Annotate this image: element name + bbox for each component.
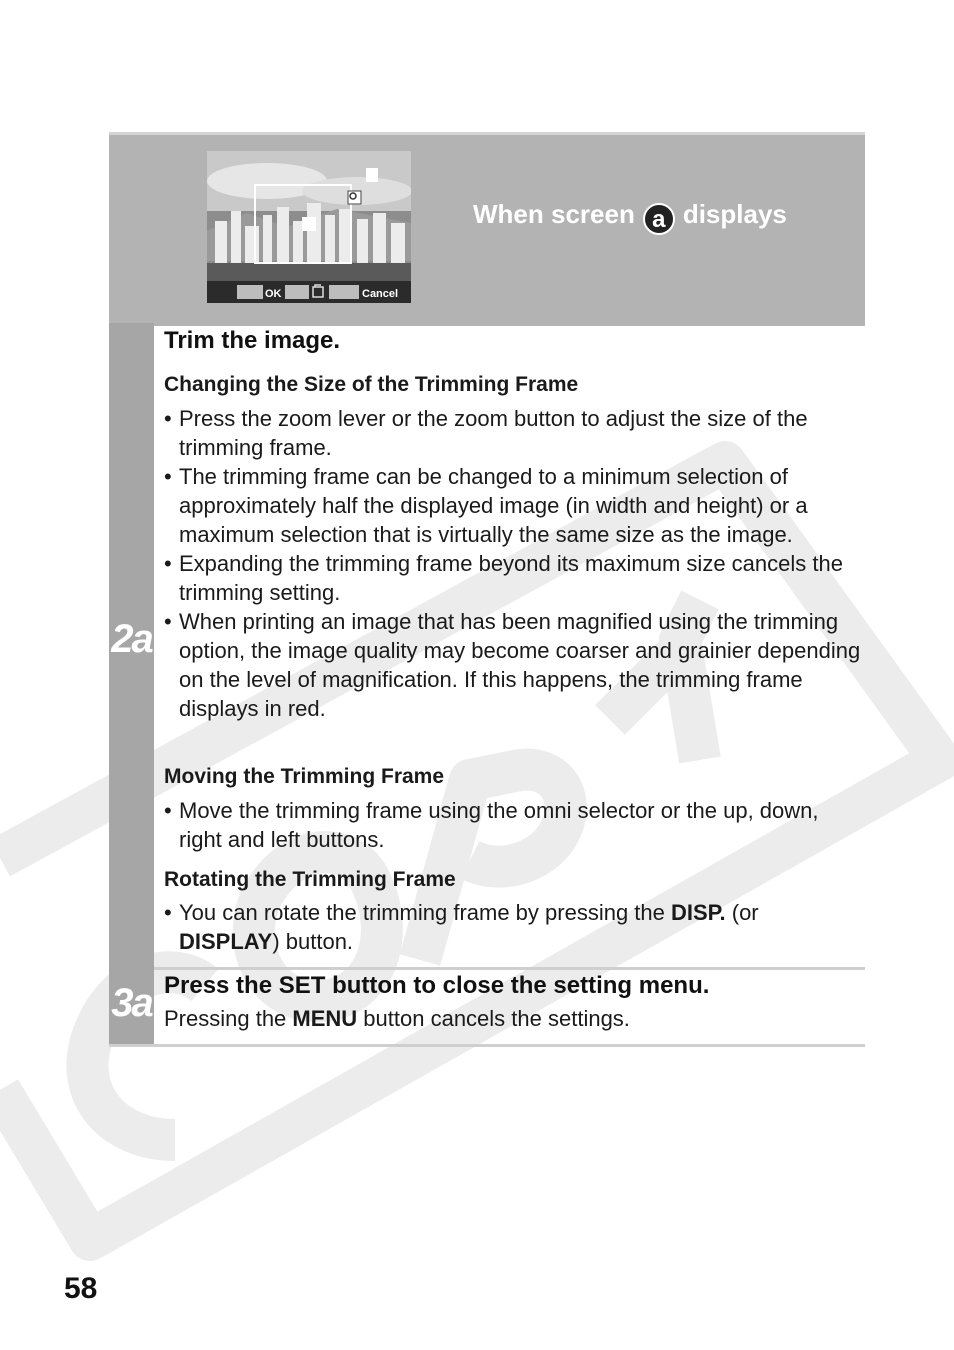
sub-heading-size: Changing the Size of the Trimming Frame [164,373,579,396]
step-3a-label: 3a [111,981,152,1025]
sub-heading-rotate: Rotating the Trimming Frame [164,868,456,891]
rotate-bullet-list [164,898,864,956]
menu-button-icon [329,285,359,299]
list-item: • Press the zoom lever or the zoom button to adjust the size of the trimming frame. [164,404,864,462]
screen-caption [473,199,853,235]
step-3a-note [164,1006,630,1032]
list-item: • Expanding the trimming frame beyond its maximum size cancels the trimming setting. [164,549,864,607]
screen-a-badge: a [643,203,675,235]
rotate-text-before: You can rotate the trimming frame by pressing the [179,900,671,925]
move-bullet-list [164,796,864,854]
rotate-text-after: ) button. [272,929,354,954]
caption-text-after: displays [682,199,787,229]
disp-key-label: DISP. [671,900,726,925]
note-text-before: Pressing the [164,1006,293,1031]
step-divider [154,967,865,970]
caption-text-before: When screen [473,199,635,229]
page-number: 58 [64,1272,98,1305]
step-2a-title: Trim the image. [164,327,341,354]
menu-key-label: MENU [292,1006,358,1031]
size-bullet-list [164,404,864,723]
ok-label: OK [265,288,282,300]
sub-heading-move: Moving the Trimming Frame [164,765,445,788]
step-3a-title: Press the SET button to close the setting menu. [164,972,710,999]
note-text-after: button cancels the settings. [357,1006,630,1031]
list-item: • When printing an image that has been magnified using the trimming option, the image quality may become coarser and grainier depending on the level of magnification. If this happens, the trimming frame displays in red. [164,607,864,723]
step-3a-tab [109,967,154,1045]
step-2a-label: 2a [111,617,152,661]
trimming-screen-thumbnail [207,151,411,303]
list-item: • Move the trimming frame using the omni selector or the up, down, right and left buttons. [164,796,864,854]
display-key-label: DISPLAY [179,929,273,954]
section-bottom-rule [109,1044,865,1047]
cancel-label: Cancel [362,288,399,300]
step-2a-tab [109,323,154,967]
disp-button-icon [285,285,309,299]
list-item [164,898,864,956]
set-button-icon [237,285,263,299]
screen-header [109,132,865,326]
rotate-text-middle: (or [725,900,759,925]
list-item: • The trimming frame can be changed to a minimum selection of approximately half the displayed image (in width and height) or a maximum selection that is virtually the same size as the image. [164,462,864,549]
